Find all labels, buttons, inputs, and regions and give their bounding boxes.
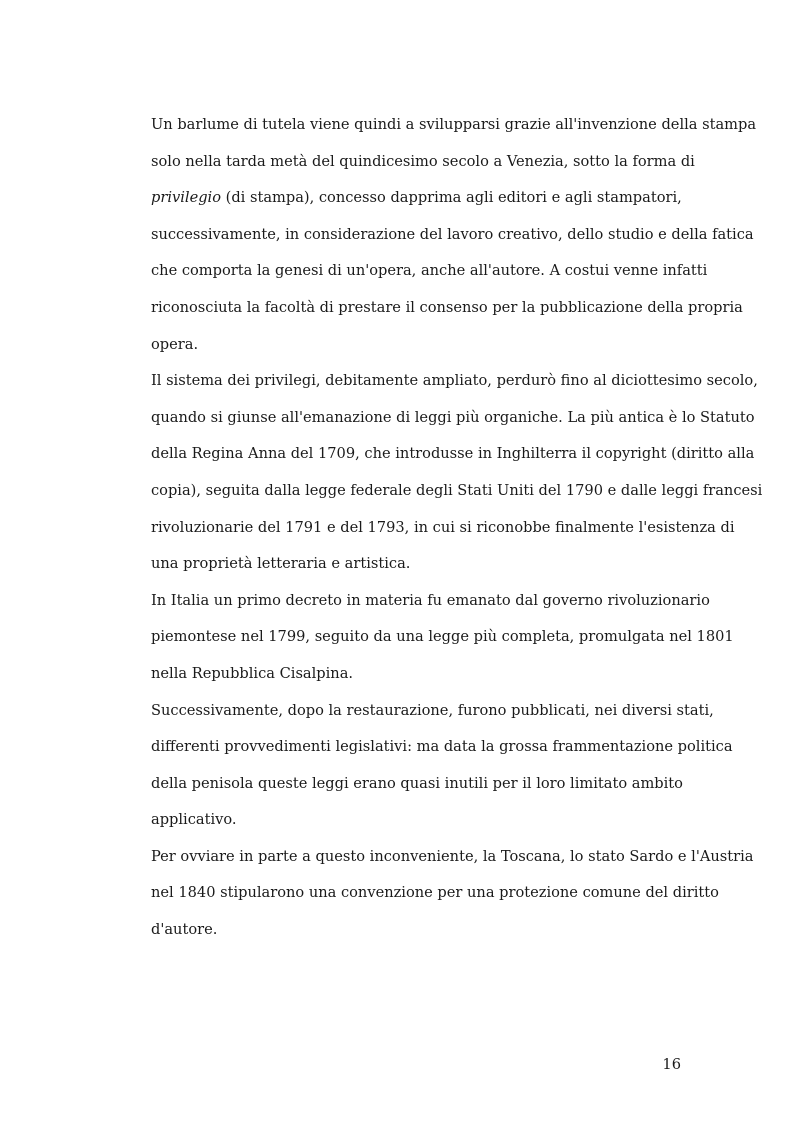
paragraph <box>151 693 733 839</box>
text-line: Successivamente, dopo la restaurazione, furono pubblicati, nei diversi stati, <box>151 701 714 719</box>
text-line: piemontese nel 1799, seguito da una legge più completa, promulgata nel 1801 <box>151 628 734 646</box>
page-number: 16 <box>662 1056 681 1073</box>
body-text <box>151 107 763 949</box>
text-line: solo nella tarda metà del quindicesimo secolo a Venezia, sotto la forma di <box>151 152 695 170</box>
text-line: che comporta la genesi di un'opera, anche all'autore. A costui venne infatti <box>151 262 708 280</box>
paragraph <box>151 839 754 949</box>
text-line <box>151 180 681 217</box>
italic-term: privilegio <box>151 189 221 207</box>
text-line: quando si giunse all'emanazione di leggi più organiche. La più antica è lo Statuto <box>151 408 755 426</box>
text-line: d'autore. <box>151 921 218 939</box>
text-line: Per ovviare in parte a questo inconveniente, la Toscana, lo stato Sardo e l'Austria <box>151 847 754 865</box>
text-line: In Italia un primo decreto in materia fu emanato dal governo rivoluzionario <box>151 591 710 609</box>
text-line: differenti provvedimenti legislativi: ma data la grossa frammentazione politica <box>151 738 733 756</box>
text-line: della Regina Anna del 1709, che introdusse in Inghilterra il copyright (diritto alla <box>151 445 755 463</box>
text-line: una proprietà letteraria e artistica. <box>151 555 411 573</box>
text-line: della penisola queste leggi erano quasi inutili per il loro limitato ambito <box>151 774 683 792</box>
text-line: applicativo. <box>151 811 237 829</box>
text-line: rivoluzionarie del 1791 e del 1793, in cui si riconobbe finalmente l'esistenza di <box>151 518 735 536</box>
text-line: nella Repubblica Cisalpina. <box>151 664 354 682</box>
paragraph <box>151 363 763 583</box>
paragraph <box>151 107 757 363</box>
text-line: riconosciuta la facoltà di prestare il consenso per la pubblicazione della propria <box>151 298 743 316</box>
paragraph <box>151 583 734 693</box>
text-line: Il sistema dei privilegi, debitamente ampliato, perdurò fino al diciottesimo secolo, <box>151 372 758 390</box>
text-line: successivamente, in considerazione del lavoro creativo, dello studio e della fatica <box>151 225 754 243</box>
text-line: Un barlume di tutela viene quindi a svilupparsi grazie all'invenzione della stampa <box>151 116 757 133</box>
text-fragment: (di stampa), concesso dapprima agli editori e agli stampatori, <box>221 189 682 207</box>
text-line: opera. <box>151 335 199 353</box>
text-line: copia), seguita dalla legge federale degli Stati Uniti del 1790 e dalle leggi francesi <box>151 481 763 499</box>
text-line: nel 1840 stipularono una convenzione per una protezione comune del diritto <box>151 884 719 902</box>
